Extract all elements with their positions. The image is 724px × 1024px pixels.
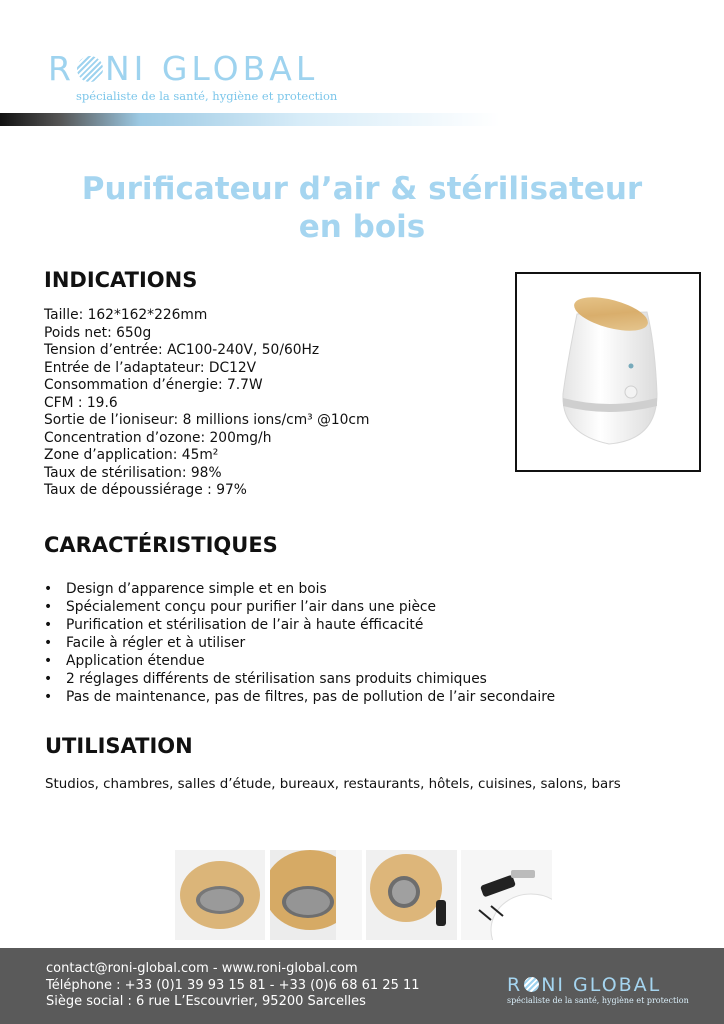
thumbnail-wood-detail bbox=[270, 850, 362, 940]
utilisation-text: Studios, chambres, salles d’étude, bureaux, restaurants, hôtels, cuisines, salons, bars bbox=[45, 777, 621, 792]
footer-logo bbox=[507, 976, 689, 1005]
thumbnail-filter-grid bbox=[366, 850, 457, 940]
spec-item: Consommation d’énergie: 7.7W bbox=[44, 377, 263, 393]
spec-item: Entrée de l’adaptateur: DC12V bbox=[44, 359, 257, 376]
feature-item: • Facile à régler et à utiliser bbox=[44, 634, 555, 652]
footer-contact-line: contact@roni-global.com - www.roni-global.com bbox=[46, 961, 358, 976]
utilisation-heading: UTILISATION bbox=[45, 734, 193, 758]
header-gradient-bar bbox=[0, 113, 500, 126]
product-photo bbox=[515, 272, 701, 472]
footer-brand-name-end: NI GLOBAL bbox=[541, 974, 662, 996]
caracteristiques-heading: CARACTÉRISTIQUES bbox=[44, 533, 278, 557]
logo-ring-icon bbox=[77, 56, 103, 82]
title-line-2: en bois bbox=[298, 209, 426, 245]
footer-logo-ring-icon bbox=[524, 977, 539, 992]
spec-item: Taux de stérilisation: 98% bbox=[44, 464, 222, 481]
indications-list bbox=[44, 307, 369, 500]
footer-brand-tagline: spécialiste de la santé, hygiène et protection bbox=[507, 996, 689, 1005]
title-line-1: Purificateur d’air & stérilisateur bbox=[81, 171, 643, 207]
header-logo bbox=[48, 49, 338, 103]
feature-item: • 2 réglages différents de stérilisation sans produits chimiques bbox=[44, 670, 555, 688]
thumbnail-top-view bbox=[175, 850, 265, 940]
indications-heading: INDICATIONS bbox=[44, 268, 198, 292]
spec-item: Taille: 162*162*226mm bbox=[44, 307, 208, 323]
spec-item: Zone d’application: 45m² bbox=[44, 447, 219, 463]
footer-address-line: Siège social : 6 rue L’Escouvrier, 95200 Sarcelles bbox=[46, 994, 366, 1009]
footer-brand-name-start: R bbox=[507, 974, 523, 996]
feature-item: • Pas de maintenance, pas de filtres, pas de pollution de l’air secondaire bbox=[44, 688, 555, 706]
feature-item: • Application étendue bbox=[44, 652, 555, 670]
spec-item: CFM : 19.6 bbox=[44, 394, 118, 411]
brand-name-start: R bbox=[48, 49, 75, 88]
brand-name-end: NI GLOBAL bbox=[104, 49, 319, 88]
spec-item: Sortie de l’ioniseur: 8 millions ions/cm³ @10cm bbox=[44, 412, 370, 428]
spec-item: Concentration d’ozone: 200mg/h bbox=[44, 429, 272, 446]
footer-brand-wordmark bbox=[507, 976, 689, 995]
thumbnail-adapter bbox=[461, 850, 552, 940]
feature-item: • Purification et stérilisation de l’air à haute éfficacité bbox=[44, 616, 555, 634]
caracteristiques-list bbox=[44, 580, 555, 706]
feature-item: • Spécialement conçu pour purifier l’air dans une pièce bbox=[44, 598, 555, 616]
feature-item: • Design d’apparence simple et en bois bbox=[44, 580, 555, 598]
spec-item: Poids net: 650g bbox=[44, 324, 152, 341]
spec-item: Taux de dépoussiérage : 97% bbox=[44, 482, 247, 498]
air-purifier-illustration bbox=[517, 274, 699, 470]
footer-phone-line: Téléphone : +33 (0)1 39 93 15 81 - +33 (0)6 68 61 25 11 bbox=[46, 977, 420, 993]
spec-item: Tension d’entrée: AC100-240V, 50/60Hz bbox=[44, 342, 320, 358]
brand-tagline: spécialiste de la santé, hygiène et protection bbox=[76, 89, 338, 103]
page-title bbox=[0, 170, 724, 246]
footer-contact bbox=[46, 961, 420, 1011]
brand-wordmark bbox=[48, 49, 337, 88]
